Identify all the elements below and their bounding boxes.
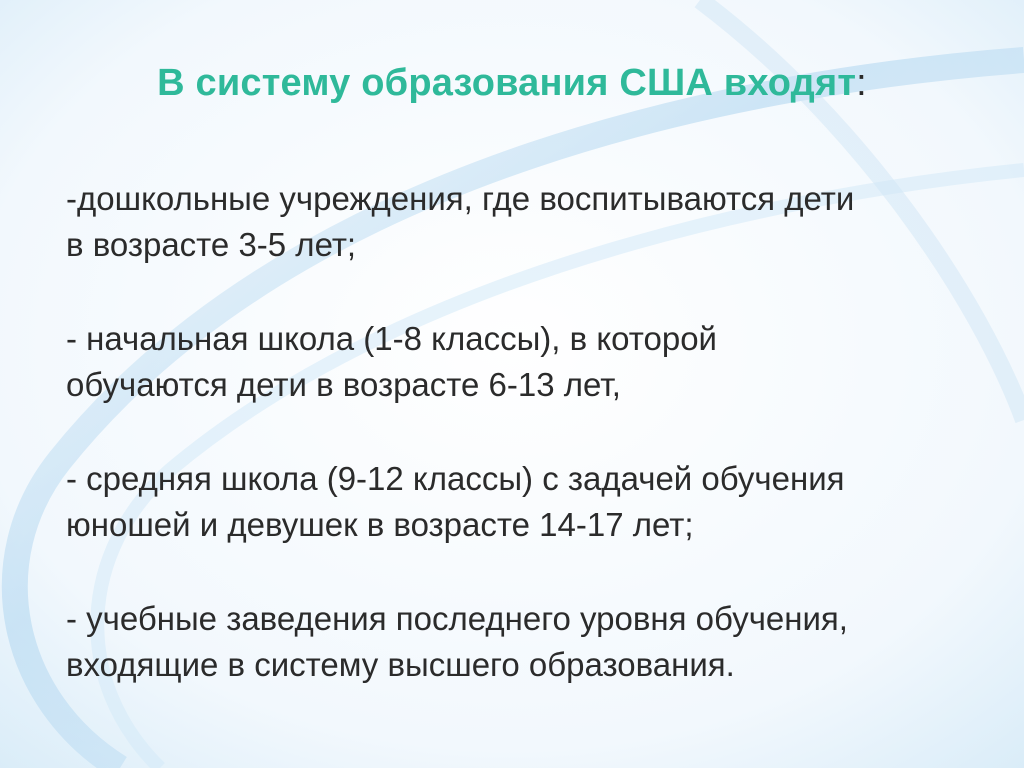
slide-title xyxy=(0,62,1024,105)
list-item-high-school: - средняя школа (9-12 классы) с задачей обучения юношей и девушек в возрасте 14-17 лет; xyxy=(66,460,845,543)
list-item-preschool: -дошкольные учреждения, где воспитываются дети в возрасте 3-5 лет; xyxy=(66,180,855,263)
slide-body xyxy=(66,176,966,688)
slide-title-text: В систему образования США входят xyxy=(157,62,857,104)
list-item-higher-education: - учебные заведения последнего уровня обучения, входящие в систему высшего образования. xyxy=(66,600,848,683)
list-item-elementary-school: - начальная школа (1-8 классы), в которой обучаются дети в возрасте 6-13 лет, xyxy=(66,320,717,403)
slide-title-colon: : xyxy=(856,62,867,104)
